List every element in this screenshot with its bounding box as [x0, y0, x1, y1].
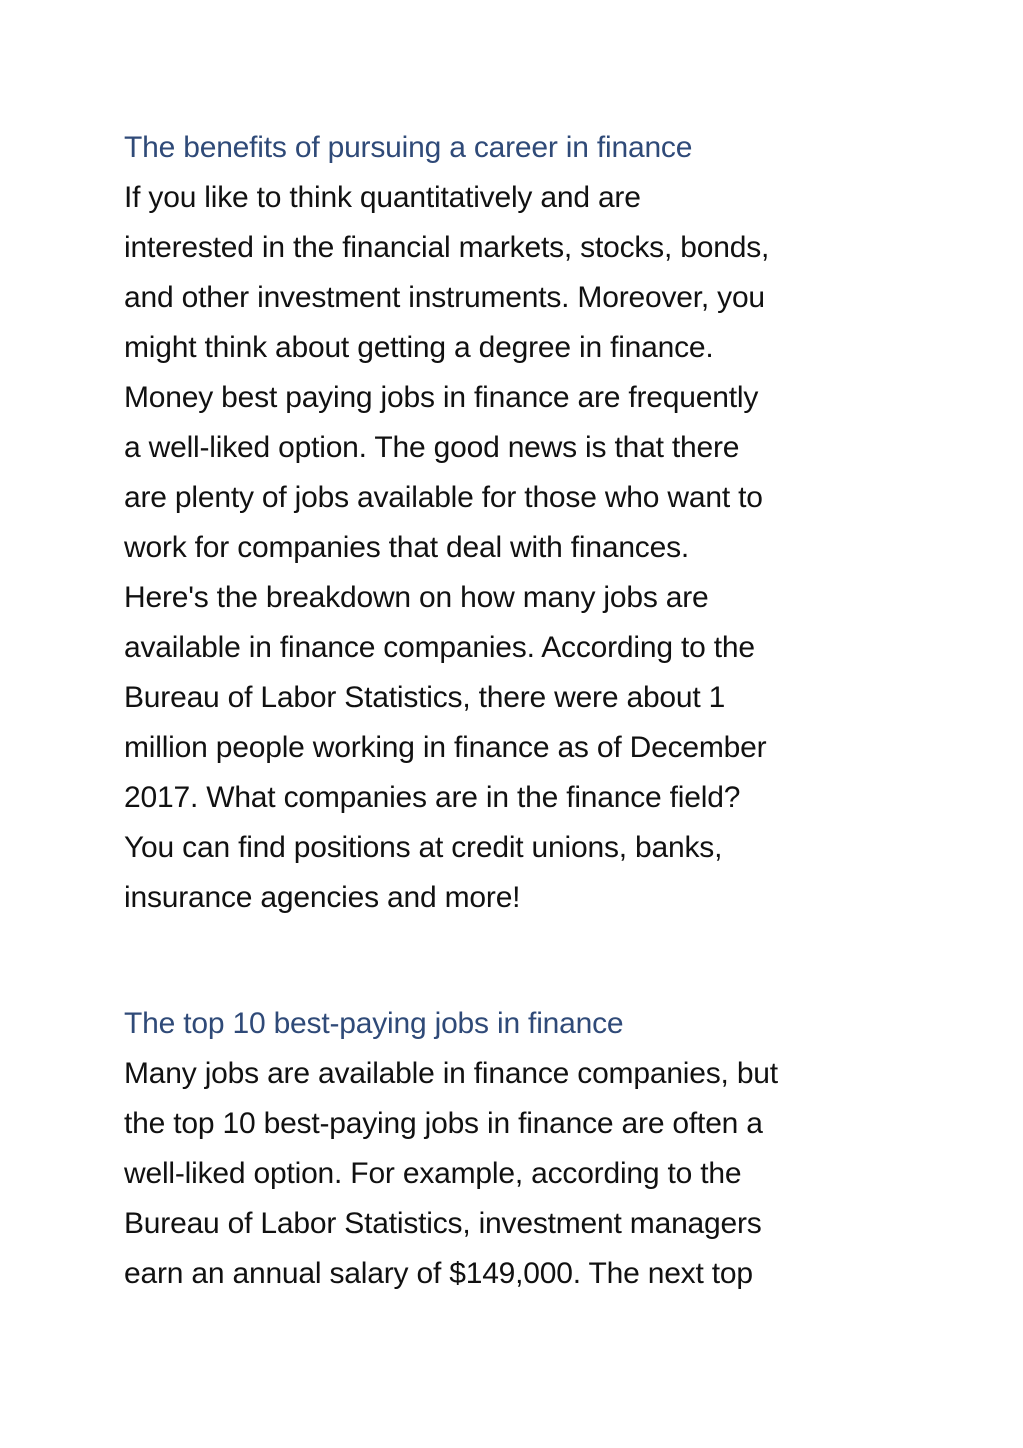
- paragraph-line: are plenty of jobs available for those who want to: [124, 481, 763, 514]
- section-career-benefits: [124, 123, 914, 923]
- section-heading: The top 10 best-paying jobs in finance: [124, 1007, 624, 1040]
- paragraph-line: and other investment instruments. Moreover, you: [124, 281, 765, 314]
- paragraph-line: well-liked option. For example, according to the: [124, 1157, 742, 1190]
- paragraph-line: earn an annual salary of $149,000. The next top: [124, 1257, 753, 1290]
- paragraph-line: insurance agencies and more!: [124, 881, 521, 914]
- paragraph-line: might think about getting a degree in finance.: [124, 331, 714, 364]
- paragraph-line: You can find positions at credit unions, banks,: [124, 831, 723, 864]
- paragraph-line: 2017. What companies are in the finance field?: [124, 781, 741, 814]
- paragraph-line: interested in the financial markets, stocks, bonds,: [124, 231, 770, 264]
- section-top-jobs: [124, 999, 914, 1299]
- paragraph-line: a well-liked option. The good news is that there: [124, 431, 740, 464]
- paragraph-line: Many jobs are available in finance companies, but: [124, 1057, 778, 1090]
- paragraph-line: Bureau of Labor Statistics, investment managers: [124, 1207, 762, 1240]
- paragraph-line: Money best paying jobs in finance are frequently: [124, 381, 759, 414]
- paragraph-line: available in finance companies. According to the: [124, 631, 755, 664]
- document-page: [124, 123, 914, 1299]
- paragraph-line: million people working in finance as of December: [124, 731, 767, 764]
- paragraph-line: Bureau of Labor Statistics, there were about 1: [124, 681, 726, 714]
- paragraph-line: work for companies that deal with finances.: [124, 531, 690, 564]
- section-heading: The benefits of pursuing a career in finance: [124, 131, 693, 164]
- paragraph-line: Here's the breakdown on how many jobs are: [124, 581, 709, 614]
- section-paragraph: [124, 1049, 914, 1299]
- paragraph-line: If you like to think quantitatively and are: [124, 181, 641, 214]
- section-paragraph: [124, 173, 914, 923]
- paragraph-line: the top 10 best-paying jobs in finance are often a: [124, 1107, 763, 1140]
